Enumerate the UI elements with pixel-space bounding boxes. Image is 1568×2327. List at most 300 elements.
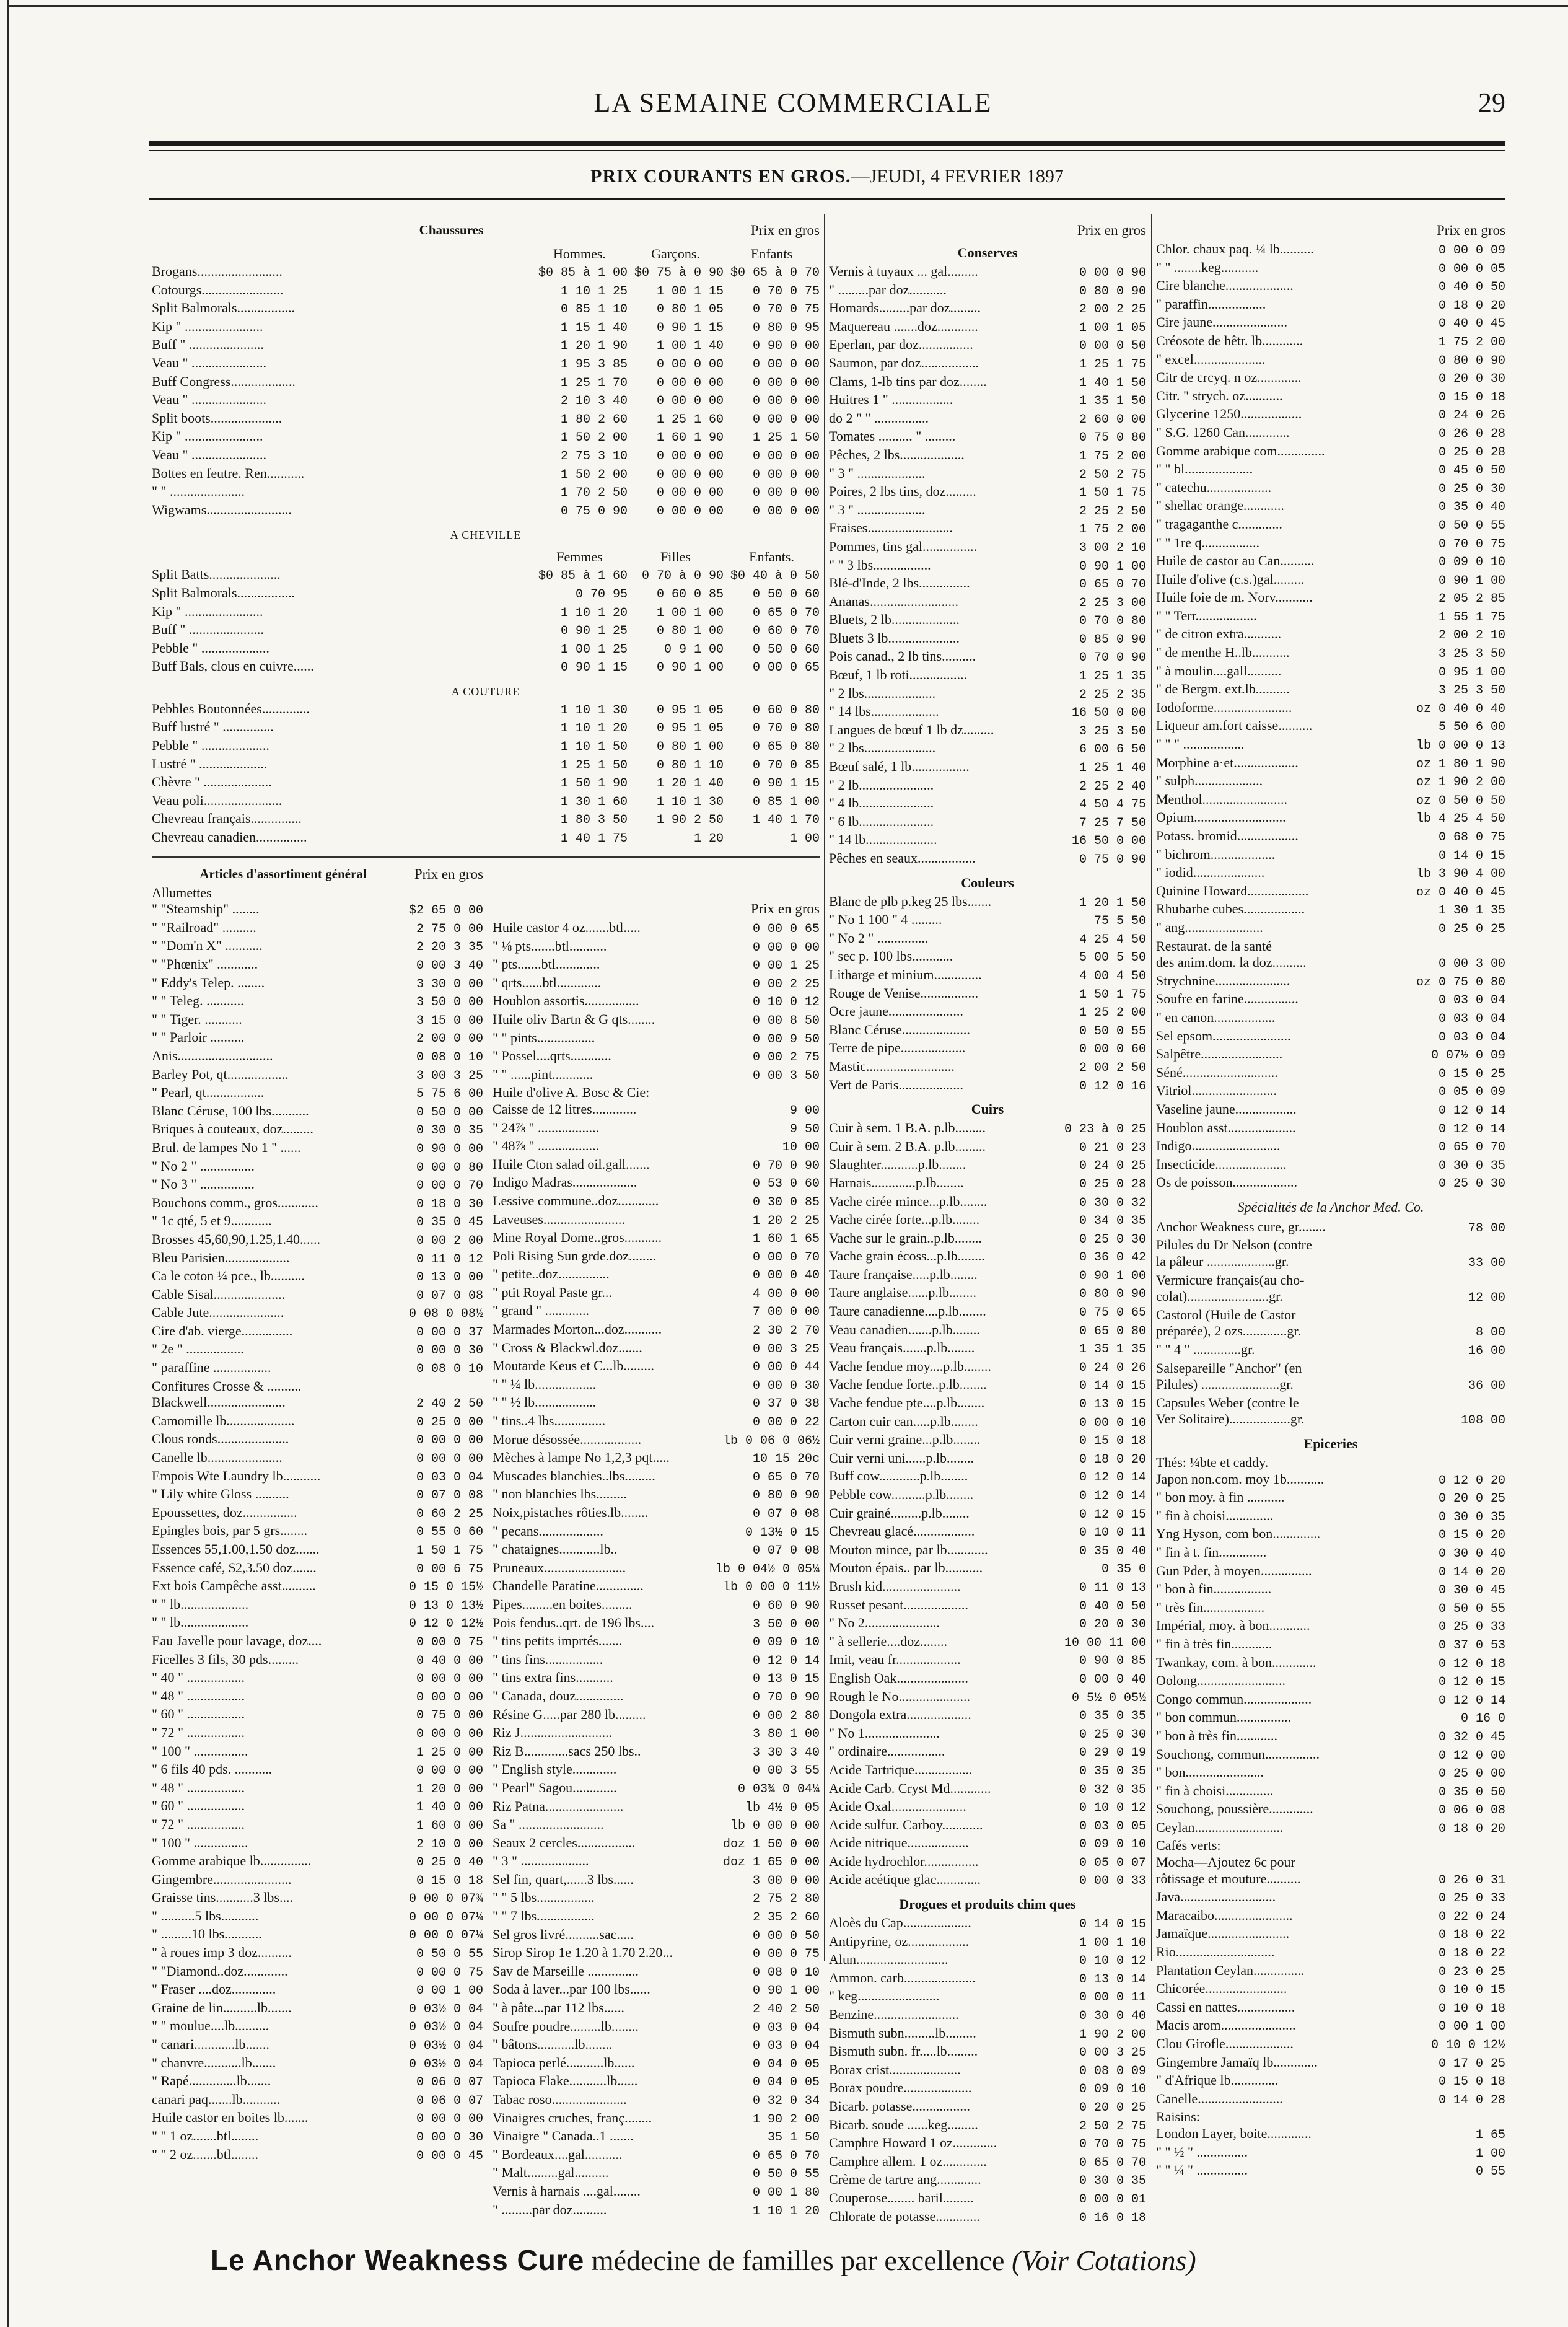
price-row <box>829 832 1146 850</box>
price-row <box>493 1688 820 1707</box>
item-label: Taure française.....p.lb........ <box>829 1266 978 1282</box>
item-label: Bismuth subn. fr.....lb......... <box>829 2043 978 2059</box>
item-label: Pebble " .................... <box>152 737 269 754</box>
item-price: 3 25 3 50 <box>1438 684 1505 698</box>
item-price: 1 10 1 20 <box>752 2204 820 2219</box>
price-row <box>829 1743 1146 1762</box>
item-label: Cable Jute...................... <box>152 1304 284 1321</box>
item-price: 0 22 0 24 <box>1438 1909 1505 1924</box>
column-header: Enfants. <box>749 549 794 565</box>
item-price: 0 00 6 75 <box>416 1562 483 1577</box>
item-label: " sulph.................... <box>1156 773 1263 789</box>
price-row <box>829 912 1146 930</box>
item-price: 1 40 1 50 <box>1079 376 1146 390</box>
item-price: 0 00 0 05 <box>1438 262 1505 276</box>
price-row <box>1156 1101 1505 1120</box>
section-cuirs: Cuirs <box>971 1101 1004 1117</box>
item-price: 0 00 3 25 <box>1079 2046 1146 2061</box>
price-row <box>1156 1563 1505 1581</box>
item-price: 0 35 0 40 <box>1438 500 1505 515</box>
price-row <box>493 920 820 938</box>
item-price: 2 60 0 00 <box>1079 412 1146 427</box>
item-price: 2 40 2 50 <box>416 1397 483 1412</box>
item-label: " " 1re q................. <box>1156 534 1260 550</box>
price-row <box>829 2135 1146 2153</box>
item-label: Huile d'olive A. Bosc & Cie: <box>493 1084 650 1101</box>
item-label: Soda à laver...par 100 lbs...... <box>493 1981 650 1997</box>
item-label: Anchor Weakness cure, gr........ <box>1156 1218 1326 1234</box>
price-row <box>829 630 1146 649</box>
item-label: Castorol (Huile de Castor <box>1156 1306 1296 1322</box>
item-price: 2 35 2 60 <box>752 1911 820 1925</box>
price-row <box>1156 480 1505 498</box>
price-row <box>152 1505 483 1523</box>
item-price: 0 08 0 10 <box>416 1362 483 1377</box>
item-price: 0 03 0 04 <box>752 2020 820 2035</box>
item-price: 0 80 0 90 <box>1079 284 1146 299</box>
item-price: 0 00 1 00 <box>1438 2020 1505 2034</box>
price-row <box>152 2036 483 2055</box>
item-price: 1 25 1 35 <box>1079 669 1146 684</box>
spacer <box>1156 222 1437 239</box>
price-row <box>829 483 1146 502</box>
item-label: " .........par doz........... <box>829 281 947 297</box>
item-label: Aloès du Cap.................... <box>829 1915 971 1931</box>
item-price: 3 25 3 50 <box>1079 724 1146 739</box>
item-price: 2 05 2 85 <box>1438 592 1505 607</box>
price-row <box>829 1414 1146 1432</box>
item-price: 1 10 1 20 <box>560 605 628 620</box>
item-label: Gun Pder, à moyen............... <box>1156 1562 1312 1578</box>
item-price: 0 24 0 25 <box>1079 1159 1146 1174</box>
price-row <box>829 2153 1146 2172</box>
item-label: Mastic.......................... <box>829 1058 955 1074</box>
item-label: " 3 " .................... <box>493 1853 589 1869</box>
item-label: Jamaïque........................ <box>1156 1925 1290 1942</box>
item-price: lb 0 00 0 11½ <box>722 1580 820 1595</box>
price-row <box>152 1981 483 2000</box>
price-row <box>493 1633 820 1652</box>
item-label: " 2 lb...................... <box>829 776 934 793</box>
item-label: " " ...................... <box>152 483 245 499</box>
item-label: Twankay, com. à bon............. <box>1156 1654 1316 1670</box>
price-row <box>1156 1174 1505 1193</box>
item-price: 0 00 9 50 <box>752 1032 820 1047</box>
item-label: " bon commun................ <box>1156 1709 1291 1725</box>
item-price: 0 29 0 19 <box>1079 1746 1146 1761</box>
price-row <box>152 1835 483 1854</box>
price-row <box>829 1817 1146 1836</box>
price-row <box>829 2007 1146 2025</box>
item-price: 1 90 2 00 <box>752 2112 820 2127</box>
price-row <box>152 2128 483 2147</box>
item-label: " Rapé..............lb....... <box>152 2073 271 2089</box>
item-price: 1 10 1 25 <box>560 284 628 299</box>
item-label: Souchong, commun................ <box>1156 1746 1320 1762</box>
item-label: Ficelles 3 fils, 30 pds......... <box>152 1651 299 1667</box>
price-row <box>829 594 1146 612</box>
item-prices <box>532 376 820 392</box>
price-row <box>152 1250 483 1269</box>
item-label: Poli Rising Sun grde.doz........ <box>493 1247 657 1264</box>
subsection-cheville: A CHEVILLE <box>450 529 522 542</box>
item-price: lb 3 90 4 00 <box>1416 867 1505 882</box>
price-row <box>1156 1617 1505 1636</box>
item-price: 0 00 1 25 <box>752 959 820 974</box>
price-row <box>829 1578 1146 1597</box>
item-label: Cafés verts: <box>1156 1837 1221 1854</box>
item-price: 0 35 0 45 <box>416 1215 483 1230</box>
section-articles-header <box>152 866 483 882</box>
price-row <box>829 648 1146 667</box>
item-label: Chèvre " .................... <box>152 774 272 790</box>
price-row <box>1156 773 1505 791</box>
item-label: Split Balmorals................. <box>152 584 295 600</box>
item-label: Huile foie de m. Norv........... <box>1156 589 1313 605</box>
price-row <box>493 1376 820 1395</box>
price-row <box>152 337 820 355</box>
item-label: Cable Sisal..................... <box>152 1286 286 1302</box>
item-label: " No 3 " ................ <box>152 1176 255 1192</box>
price-row <box>829 428 1146 447</box>
item-price: $0 85 à 1 60 <box>538 569 628 584</box>
item-price: 0 00 0 00 <box>416 1433 483 1448</box>
item-price: 0 70 0 80 <box>752 721 820 736</box>
item-price: lb 0 00 0 00 <box>730 1819 820 1834</box>
item-price: 0 00 1 80 <box>752 2185 820 2200</box>
item-label: " keg........................ <box>829 1988 940 2004</box>
item-prices <box>532 320 820 337</box>
section-price-header: Prix en gros <box>1077 222 1146 238</box>
price-row <box>829 1156 1146 1175</box>
price-row <box>152 622 820 640</box>
price-row <box>493 1652 820 1670</box>
item-label: Chevreau glacé.................. <box>829 1523 975 1539</box>
item-label: Graine de lin..........lb....... <box>152 1999 292 2015</box>
item-price: 0 12 0 20 <box>1438 1473 1505 1488</box>
price-row <box>1156 1219 1505 1238</box>
item-label: Terre de pipe................... <box>829 1040 966 1056</box>
item-price: 1 70 2 50 <box>560 486 628 501</box>
item-price: 0 15 0 18 <box>416 1873 483 1888</box>
item-label: Vernis à tuyaux ... gal......... <box>829 263 978 279</box>
price-row <box>493 1927 820 1945</box>
item-price: 0 08 0 09 <box>1079 2064 1146 2078</box>
price-row <box>152 1523 483 1541</box>
item-price: 0 60 0 85 <box>656 587 724 602</box>
item-prices <box>532 642 820 659</box>
price-row <box>1156 1010 1505 1028</box>
item-label: Mocha—Ajoutez 6c pour <box>1156 1854 1295 1870</box>
price-row <box>1156 351 1505 370</box>
item-label: Acide Carb. Cryst Md............ <box>829 1780 991 1796</box>
item-label: " " 4 " ..............gr. <box>1156 1342 1255 1358</box>
item-price: 0 35 0 <box>1101 1562 1146 1577</box>
item-prices <box>532 357 820 374</box>
item-label: " Bordeaux....gal........... <box>493 2146 623 2162</box>
item-price: 0 85 0 90 <box>1079 632 1146 647</box>
item-label: Confitures Crosse & .......... <box>152 1378 302 1394</box>
item-label: " " ½ lb.................. <box>493 1394 597 1410</box>
item-price: 0 35 0 35 <box>1079 1764 1146 1779</box>
item-label: Sirop Sirop 1e 1.20 à 1.70 2.20... <box>493 1945 673 1961</box>
item-price: 1 40 1 75 <box>560 832 628 847</box>
item-price: 0 00 0 00 <box>752 357 820 372</box>
section-articles-continued-header <box>493 901 820 917</box>
item-price: 0 34 0 35 <box>1079 1214 1146 1229</box>
item-label: Oolong.......................... <box>1156 1673 1285 1689</box>
item-price: 0 12 0 14 <box>1438 1122 1505 1137</box>
item-price: 0 00 0 75 <box>416 1965 483 1980</box>
item-price: 0 50 0 00 <box>416 1105 483 1120</box>
item-price: 0 00 0 00 <box>416 1764 483 1779</box>
item-label: Bleu Parisien................... <box>152 1249 290 1265</box>
item-price: 1 20 <box>693 832 724 847</box>
item-price: 2 75 3 10 <box>560 449 628 464</box>
item-price: 0 13 0 00 <box>416 1270 483 1285</box>
item-label: Blé-d'Inde, 2 lbs............... <box>829 575 970 591</box>
item-label: " Possel....qrts............ <box>493 1048 611 1064</box>
item-price: oz 0 50 0 50 <box>1416 793 1505 808</box>
item-label: " 2 lbs..................... <box>829 685 936 701</box>
item-label: préparée), 2 ozs.............gr. <box>1156 1323 1301 1339</box>
header-rule-thin <box>149 150 1505 151</box>
item-label: Rouge de Venise................. <box>829 985 978 1001</box>
item-label: Split Balmorals................. <box>152 300 295 316</box>
item-price: 0 75 0 65 <box>1079 1306 1146 1321</box>
price-row <box>493 1048 820 1067</box>
price-row <box>1156 1156 1505 1175</box>
item-label: " chanvre...........lb....... <box>152 2054 276 2070</box>
item-price: 1 35 1 35 <box>1079 1342 1146 1357</box>
item-label: Camphre allem. 1 oz............. <box>829 2153 987 2169</box>
item-price: 0 25 0 28 <box>1438 445 1505 460</box>
item-label: " de menthe H..lb........... <box>1156 644 1290 661</box>
item-label: " Lily white Gloss .......... <box>152 1486 289 1502</box>
price-row <box>829 2043 1146 2062</box>
price-row <box>152 1067 483 1085</box>
price-row <box>829 1988 1146 2007</box>
item-label: Huile castor 4 oz.......btl..... <box>493 920 641 935</box>
item-price: 1 60 1 90 <box>656 431 724 446</box>
item-prices <box>532 284 820 301</box>
price-row <box>493 1872 820 1890</box>
item-price: 0 75 0 00 <box>416 1709 483 1723</box>
item-label: Borax poudre.................... <box>829 2080 972 2096</box>
item-price: $0 40 à 0 50 <box>730 569 820 584</box>
item-label: Ext bois Campêche asst.......... <box>152 1578 316 1594</box>
item-price: 0 14 0 15 <box>1079 1379 1146 1394</box>
item-label: Cire d'ab. vierge............... <box>152 1322 293 1339</box>
price-row <box>493 1541 820 1560</box>
item-label: Ceylan.......................... <box>1156 1819 1284 1835</box>
price-row <box>152 1872 483 1890</box>
item-price: 0 90 1 15 <box>560 661 628 675</box>
item-label: Bœuf salé, 1 lb................. <box>829 759 970 775</box>
price-row <box>829 1267 1146 1285</box>
price-row <box>829 1248 1146 1267</box>
item-label: " " " .................. <box>1156 736 1245 752</box>
price-row <box>829 985 1146 1004</box>
item-label: Laveuses........................ <box>493 1211 625 1227</box>
item-price: 0 30 0 85 <box>752 1195 820 1210</box>
item-price: 0 09 0 10 <box>1079 2082 1146 2097</box>
item-price: 1 25 1 40 <box>1079 761 1146 776</box>
item-label: " " Parloir .......... <box>152 1029 245 1045</box>
item-price: 0 10 0 12 <box>1079 1954 1146 1969</box>
item-price: 0 06 0 07 <box>416 2093 483 2108</box>
price-row <box>152 829 820 848</box>
item-price: 0 14 0 15 <box>1079 1917 1146 1932</box>
price-row <box>152 1743 483 1762</box>
price-row <box>1156 718 1505 736</box>
price-row <box>829 1077 1146 1096</box>
price-row <box>493 1523 820 1542</box>
item-label: Buff " ...................... <box>152 622 264 638</box>
item-label: la pâleur ....................gr. <box>1156 1254 1289 1270</box>
item-label: " 60 " ................. <box>152 1798 245 1814</box>
item-price: 0 12 0 14 <box>1079 1489 1146 1503</box>
price-row <box>829 948 1146 967</box>
item-label: Veau français.......p.lb........ <box>829 1340 975 1356</box>
price-row <box>152 1449 483 1468</box>
item-price: 0 00 0 30 <box>416 1344 483 1358</box>
item-price: 16 00 <box>1468 1344 1505 1359</box>
item-price: 1 20 1 40 <box>656 776 724 791</box>
item-price: 0 13 0 14 <box>1079 1972 1146 1987</box>
price-row <box>1156 241 1505 260</box>
price-row <box>493 2092 820 2110</box>
price-row <box>1156 809 1505 828</box>
item-price: 0 80 0 90 <box>1438 353 1505 368</box>
item-price: 7 00 0 00 <box>752 1305 820 1320</box>
item-price: 10 15 20c <box>752 1452 820 1467</box>
item-price: 0 30 0 35 <box>1079 2174 1146 2189</box>
item-price: 0 00 0 00 <box>416 2112 483 2127</box>
item-price: 0 03 0 04 <box>752 2039 820 2054</box>
item-label: " 4 lb...................... <box>829 795 934 811</box>
item-label: " shellac orange............ <box>1156 498 1284 514</box>
item-price: 0 70 0 90 <box>752 1690 820 1705</box>
item-label: Lessive commune..doz............ <box>493 1192 659 1208</box>
item-price: 0 00 0 11 <box>1079 1990 1146 2005</box>
item-price: 0 08 0 10 <box>752 1965 820 1980</box>
item-price: 1 50 1 75 <box>1079 486 1146 501</box>
price-row <box>1156 1138 1505 1156</box>
price-row <box>1156 516 1505 535</box>
item-price: 1 25 1 60 <box>656 412 724 427</box>
item-price: 0 00 0 70 <box>416 1179 483 1194</box>
item-label: Canelle......................... <box>1156 2090 1283 2106</box>
price-row <box>829 575 1146 594</box>
item-price: 1 00 1 00 <box>656 605 724 620</box>
item-price: 8 00 <box>1475 1326 1505 1340</box>
item-price: 0 10 0 12 <box>752 995 820 1010</box>
item-label: " de citron extra........... <box>1156 626 1282 642</box>
item-price: lb 4 25 4 50 <box>1416 812 1505 827</box>
price-row <box>1156 626 1505 644</box>
item-price: 0 00 0 00 <box>752 376 820 390</box>
item-price: 1 10 1 30 <box>656 794 724 809</box>
item-label: Clous ronds..................... <box>152 1431 289 1447</box>
item-price: 1 50 1 75 <box>416 1544 483 1558</box>
item-label: Chlor. chaux paq. ¼ lb.......... <box>1156 241 1314 257</box>
item-price: 2 25 2 50 <box>1079 504 1146 519</box>
item-price: 0 11 0 12 <box>416 1252 483 1267</box>
item-price: 0 80 1 10 <box>656 758 724 773</box>
item-price: 0 15 0 20 <box>1438 1528 1505 1543</box>
item-label: Brosses 45,60,90,1.25,1.40...... <box>152 1231 320 1247</box>
item-label: " 2 lbs..................... <box>829 740 936 756</box>
item-price: 0 03¾ 0 04¼ <box>737 1782 820 1797</box>
item-label: " ⅛ pts.......btl........... <box>493 938 607 954</box>
item-price: 1 55 1 75 <box>1438 610 1505 625</box>
item-price: 1 90 2 50 <box>656 813 724 828</box>
column-divider <box>1151 214 1152 1961</box>
item-price: 0 60 0 90 <box>752 1598 820 1613</box>
price-row <box>152 2092 483 2110</box>
price-row <box>152 1158 483 1177</box>
price-row <box>152 1431 483 1449</box>
item-label: Huile de castor au Can.......... <box>1156 553 1315 569</box>
price-row <box>493 1030 820 1049</box>
item-label: Brush kid....................... <box>829 1578 961 1594</box>
item-label: Pêches en seaux................. <box>829 850 976 866</box>
item-label: " Eddy's Telep. ........ <box>152 974 265 990</box>
item-price: 0 15 0 18 <box>1438 2075 1505 2090</box>
item-label: Bicarb. potasse................. <box>829 2098 970 2114</box>
item-label: " 48 " ................. <box>152 1779 245 1795</box>
item-label: Marmades Morton...doz........... <box>493 1321 662 1337</box>
price-row <box>493 1707 820 1725</box>
item-price: 5 75 6 00 <box>416 1087 483 1102</box>
item-label: " très fin.................. <box>1156 1599 1265 1615</box>
item-label: Créosote de hêtr. lb............ <box>1156 332 1303 348</box>
item-label: " "Phœnix" ............ <box>152 956 258 972</box>
item-label: Langues de bœuf 1 lb dz......... <box>829 721 994 737</box>
item-price: 108 00 <box>1460 1414 1505 1428</box>
price-row <box>1156 1925 1505 1944</box>
item-label: Mouton mince, par lb............ <box>829 1541 988 1557</box>
price-row <box>1156 1581 1505 1599</box>
item-label: Morue désossée.................. <box>493 1431 642 1447</box>
item-label: Blanc Céruse.................... <box>829 1021 970 1037</box>
item-price: 0 00 0 00 <box>656 486 724 501</box>
price-row <box>152 901 483 920</box>
item-label: Japon non.com. moy 1b........... <box>1156 1471 1325 1487</box>
item-label: " Fraser ....doz............. <box>152 1981 276 1997</box>
item-label: Imit, veau fr................... <box>829 1652 961 1668</box>
price-row <box>829 1798 1146 1817</box>
price-row <box>1156 1307 1505 1324</box>
item-label: " excel..................... <box>1156 351 1266 367</box>
item-label: Vache fendue moy....p.lb........ <box>829 1358 991 1374</box>
item-label: Houblon assortis................ <box>493 993 639 1009</box>
price-row <box>829 759 1146 777</box>
item-price: 10 00 <box>782 1140 820 1155</box>
item-label: Noix,pistaches rôties.lb........ <box>493 1505 649 1520</box>
item-price: 0 24 0 26 <box>1438 408 1505 423</box>
item-price: 36 00 <box>1468 1379 1505 1394</box>
item-price: 1 75 2 00 <box>1079 449 1146 464</box>
price-row <box>152 1378 483 1395</box>
price-row <box>493 1780 820 1798</box>
item-label: " " ........keg........... <box>1156 259 1259 275</box>
price-row <box>1156 1709 1505 1728</box>
item-label: Tapioca perlé...........lb...... <box>493 2054 635 2070</box>
price-row <box>493 1413 820 1432</box>
price-row <box>493 1963 820 1982</box>
